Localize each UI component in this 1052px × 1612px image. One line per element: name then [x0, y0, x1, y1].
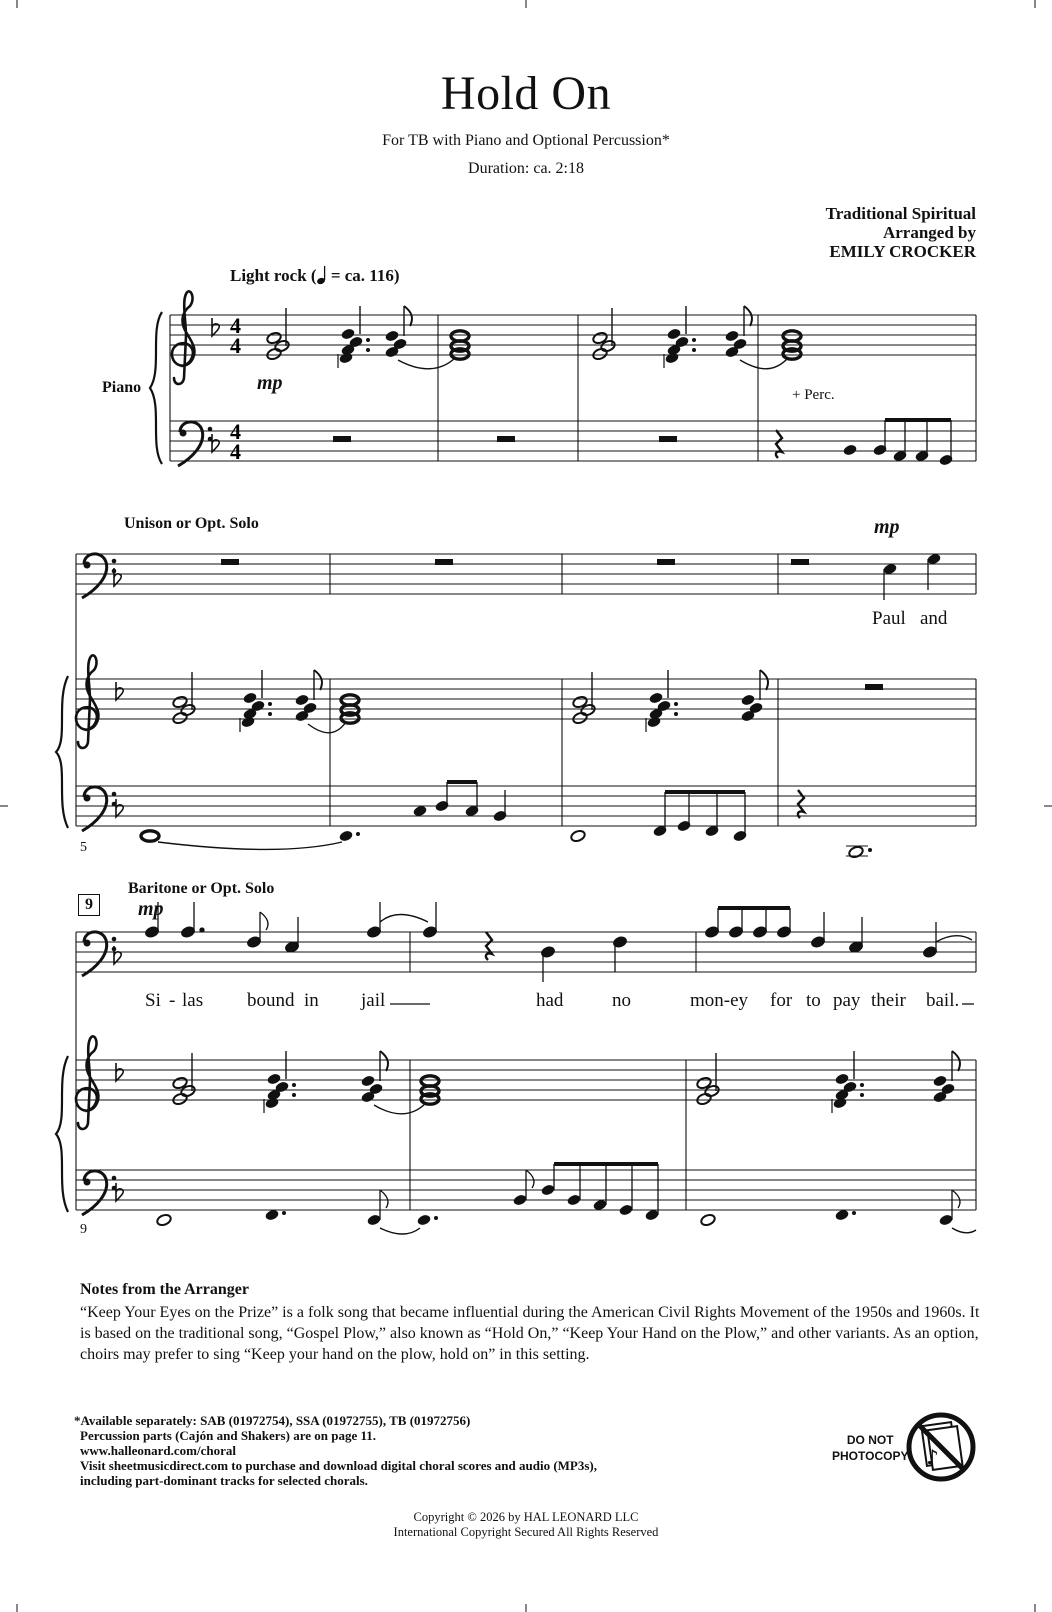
- tempo-text-before: Light rock (: [230, 266, 317, 285]
- system-2-voice-notes: [221, 552, 942, 600]
- svg-text:4: 4: [230, 419, 241, 444]
- footer-line-3: www.halleonard.com/choral: [80, 1443, 236, 1458]
- lyric-si: Si: [145, 990, 161, 1011]
- svg-text:4: 4: [230, 313, 241, 338]
- footer-line-2: Percussion parts (Cajón and Shakers) are on page 11.: [80, 1428, 377, 1443]
- lyric-jail: jail: [361, 990, 386, 1011]
- measure-number-9: 9: [80, 1222, 87, 1237]
- lyric-paul: Paul: [872, 608, 906, 629]
- credit-arranged-by: Arranged by: [882, 223, 976, 242]
- system-2-staves: [76, 554, 976, 826]
- flat-icon: [116, 682, 123, 700]
- dynamic-mp-baritone: mp: [138, 898, 164, 920]
- piano-label: Piano: [102, 379, 142, 396]
- system-3-voice-notes: [144, 902, 974, 1004]
- lyric-money: mon-ey: [690, 990, 749, 1011]
- lyric-bail: bail.: [926, 990, 960, 1011]
- subtitle: For TB with Piano and Optional Percussion*: [382, 132, 670, 149]
- bass-clef-icon: [82, 1171, 116, 1215]
- treble-clef-icon: [172, 291, 194, 384]
- system-1-staves: [170, 315, 976, 461]
- svg-text:4: 4: [230, 333, 241, 358]
- system-2-bass-notes: [141, 780, 872, 859]
- lyric-bound: bound: [247, 990, 295, 1011]
- notes-heading: Notes from the Arranger: [80, 1281, 249, 1298]
- copyright-line-2: International Copyright Secured All Rights Reserved: [393, 1525, 659, 1539]
- dynamic-mp-piano: mp: [257, 372, 283, 394]
- dynamic-mp-voice: mp: [874, 516, 900, 538]
- flat-icon: [116, 1183, 123, 1201]
- treble-clef-icon: [76, 1036, 98, 1129]
- bass-clef-icon: [178, 422, 212, 466]
- treble-clef-icon: [76, 655, 98, 748]
- copyright-line-1: Copyright © 2026 by HAL LEONARD LLC: [413, 1510, 639, 1524]
- tempo-text-after: = ca. 116): [326, 266, 400, 285]
- credit-arranger: EMILY CROCKER: [829, 242, 976, 261]
- flat-icon: [116, 799, 123, 817]
- lyric-to: to: [806, 990, 821, 1011]
- perc-label: + Perc.: [792, 387, 835, 403]
- lyric-for: for: [770, 990, 793, 1011]
- lyric-hyphen: -: [169, 990, 176, 1011]
- dnp-line-1: DO NOT: [846, 1433, 894, 1447]
- system-3-staves: [76, 932, 976, 1210]
- dnp-line-2: PHOTOCOPY: [832, 1449, 909, 1463]
- rehearsal-mark-9: 9: [78, 894, 100, 916]
- piano-brace: [56, 676, 68, 828]
- bass-clef-icon: [82, 554, 116, 598]
- notes-body: “Keep Your Eyes on the Prize” is a folk song that became influential during the American Civil Rights Movement of the 1950s and 1960s. It is based on the traditional song, “Gospel Plow,” also known as “Hold On,” “Keep Your Hand on the Plow,” and other variants. As an option, choirs may prefer to sing “Keep your hand on the plow, hold on” in this setting.: [80, 1304, 980, 1363]
- lyric-their: their: [871, 990, 906, 1011]
- duration: Duration: ca. 2:18: [468, 160, 584, 177]
- system-1-bass-rests: [333, 418, 954, 467]
- baritone-label: Baritone or Opt. Solo: [128, 880, 275, 897]
- svg-text:♪: ♪: [926, 1445, 939, 1469]
- page-title: Hold On: [440, 67, 612, 120]
- footer-line-1: *Available separately: SAB (01972754), SSA (01972755), TB (01972756): [74, 1413, 471, 1428]
- lyric-in: in: [304, 990, 319, 1011]
- lyric-had: had: [536, 990, 564, 1011]
- unison-label: Unison or Opt. Solo: [124, 515, 259, 532]
- flat-icon: [212, 318, 219, 336]
- lyric-no: no: [612, 990, 631, 1011]
- measure-number-5: 5: [80, 840, 87, 855]
- footer-line-4: Visit sheetmusicdirect.com to purchase and download digital choral scores and audio (MP3s),: [80, 1458, 598, 1473]
- time-signature: [230, 313, 241, 464]
- flat-icon: [116, 1063, 123, 1081]
- piano-brace: [150, 312, 162, 464]
- credit-origin: Traditional Spiritual: [825, 204, 976, 223]
- system-3-bass-notes: [156, 1162, 976, 1234]
- lyric-las: las: [182, 990, 204, 1011]
- piano-brace: [56, 1056, 68, 1212]
- lyric-and: and: [920, 608, 948, 629]
- lyric-pay: pay: [833, 990, 861, 1011]
- bass-clef-icon: [82, 932, 116, 976]
- footer-line-5: including part-dominant tracks for selected chorals.: [80, 1473, 368, 1488]
- no-photocopy-icon: [909, 1415, 973, 1479]
- bass-clef-icon: [82, 787, 116, 831]
- svg-text:4: 4: [230, 439, 241, 464]
- flat-icon: [212, 434, 219, 452]
